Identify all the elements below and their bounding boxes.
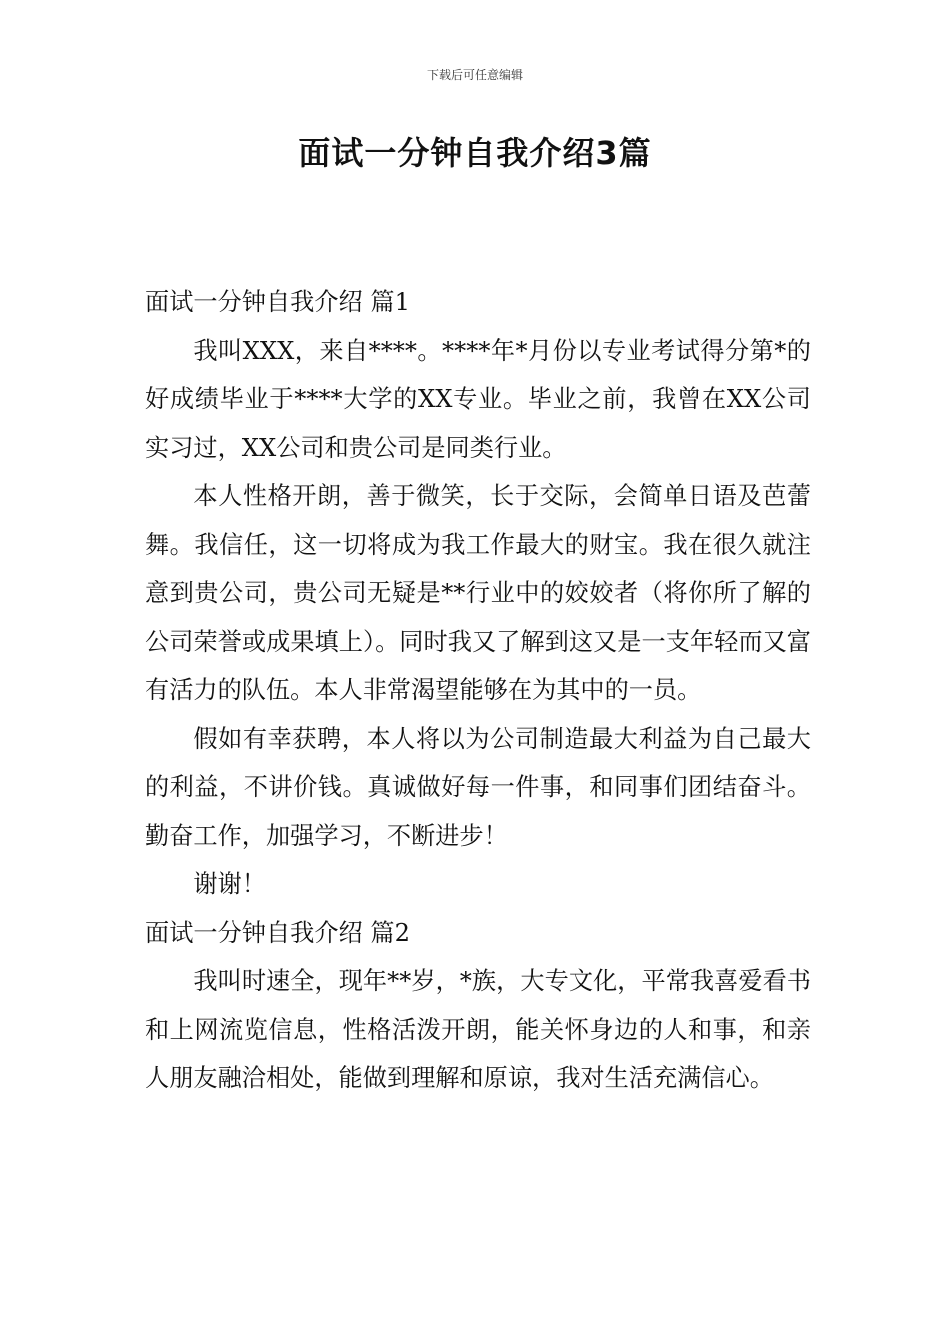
section-heading: 面试一分钟自我介绍 篇1 [145, 288, 410, 316]
paragraph: 谢谢！ [193, 870, 266, 898]
document-body [145, 278, 811, 1103]
paragraph: 我叫时速全，现年**岁，*族，大专文化，平常我喜爱看书和上网流览信息，性格活泼开朗，能关怀身边的人和事，和亲人朋友融洽相处，能做到理解和原谅，我对生活充满信心。 [145, 967, 811, 1092]
paragraph: 假如有幸获聘，本人将以为公司制造最大利益为自己最大的利益，不讲价钱。真诚做好每一件事，和同事们团结奋斗。勤奋工作，加强学习，不断进步！ [145, 724, 811, 850]
paragraph: 本人性格开朗，善于微笑，长于交际，会简单日语及芭蕾舞。我信任，这一切将成为我工作最大的财宝。我在很久就注意到贵公司，贵公司无疑是**行业中的姣姣者（将你所了解的公司荣誉或成果填上）。同时我又了解到这又是一支年轻而又富有活力的队伍。本人非常渴望能够在为其中的一员。 [145, 482, 811, 704]
document-title: 面试一分钟自我介绍3篇 [298, 134, 652, 172]
page-header-note: 下载后可任意编辑 [426, 68, 523, 82]
section-heading: 面试一分钟自我介绍 篇2 [145, 918, 410, 947]
paragraph: 我叫XXX，来自****。****年*月份以专业考试得分第*的好成绩毕业于****大学的XX专业。毕业之前，我曾在XX公司实习过，XX公司和贵公司是同类行业。 [145, 336, 811, 462]
